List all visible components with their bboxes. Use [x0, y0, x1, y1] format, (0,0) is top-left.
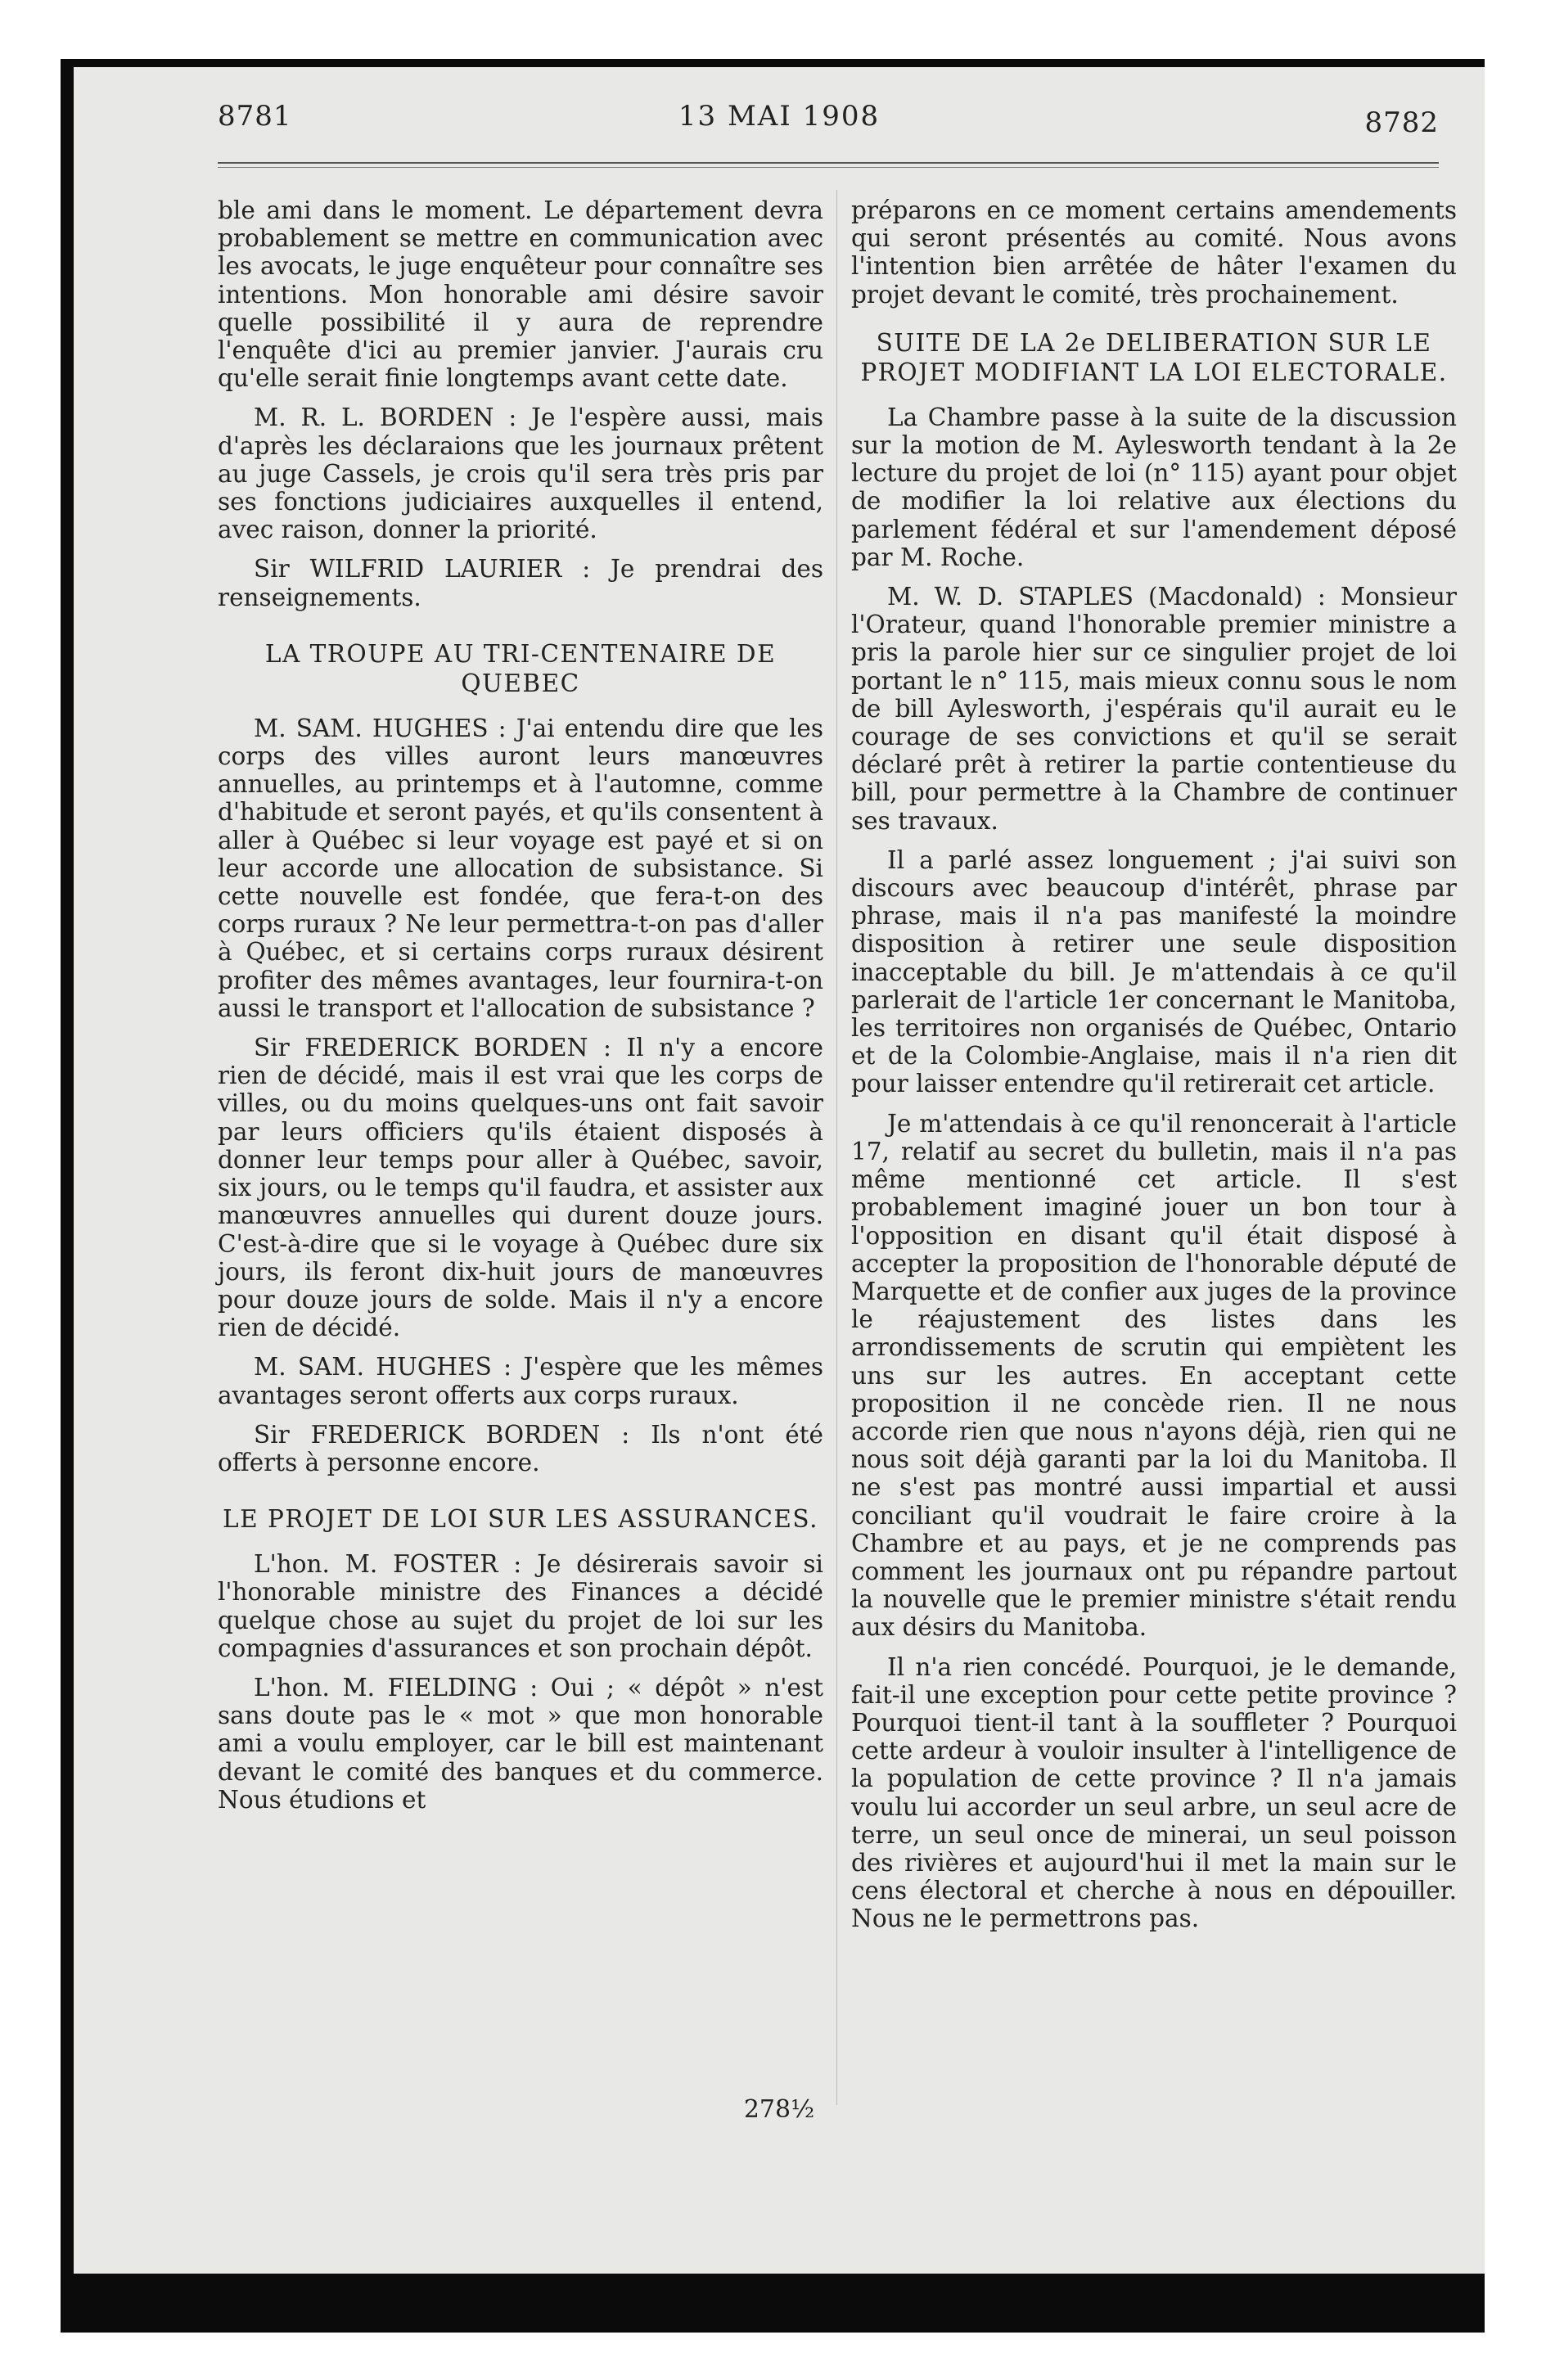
paragraph: ble ami dans le moment. Le département devra probablement se mettre en communication avec les avocats, le juge enquêteur pour connaître ses intentions. Mon honorable ami désire savoir quelle possibilité il y aura de reprendre l'enquête d'ici au premier janvier. J'aurais cru qu'elle serait finie longtemps avant cette date.: [218, 196, 823, 393]
header-rule-thin: [218, 167, 1439, 168]
paragraph: L'hon. M. FIELDING : Oui ; « dépôt » n'est sans doute pas le « mot » que mon honorable ami a voulu employer, car le bill est maintenant devant le comité des banques et du commerce. Nous étudions et: [218, 1673, 823, 1814]
right-column: [851, 196, 1457, 1945]
header-rule: [218, 162, 1439, 164]
paragraph: Sir FREDERICK BORDEN : Ils n'ont été offerts à personne encore.: [218, 1420, 823, 1476]
paragraph: La Chambre passe à la suite de la discussion sur la motion de M. Aylesworth tendant à la 2e lecture du projet de loi (n° 115) ayant pour objet de modifier la loi relative aux élections du parlement fédéral et sur l'amendement déposé par M. Roche.: [851, 403, 1457, 571]
scan-border-left: [61, 59, 74, 2333]
page-number-right: 8782: [1364, 106, 1439, 139]
section-title: LE PROJET DE LOI SUR LES ASSURANCES.: [223, 1505, 818, 1534]
scan-border-top: [61, 59, 1485, 67]
paragraph: M. R. L. BORDEN : Je l'espère aussi, mais d'après les déclaraions que les journaux prêtent au juge Cassels, je crois qu'il sera très pris par ses fonctions judiciaires auxquelles il entend, avec raison, donner la priorité.: [218, 403, 823, 544]
left-column: [218, 196, 823, 1825]
paragraph: Il a parlé assez longuement ; j'ai suivi son discours avec beaucoup d'intérêt, phrase par phrase, mais il n'a pas manifesté la moindre disposition à retirer une seule disposition inacceptable du bill. Je m'attendais à ce qu'il parlerait de l'article 1er concernant le Manitoba, les territoires non organisés de Québec, Ontario et de la Colombie-Anglaise, mais il n'a rien dit pour laisser entendre qu'il retirerait cet article.: [851, 845, 1457, 1098]
page-number-left: 8781: [218, 100, 292, 133]
paragraph: M. SAM. HUGHES : J'ai entendu dire que les corps des villes auront leurs manœuvres annuelles, au printemps et à l'automne, comme d'habitude et seront payés, et qu'ils consentent à aller à Québec si leur voyage est payé et si on leur accorde une allocation de subsistance. Si cette nouvelle est fondée, que fera-t-on des corps ruraux ? Ne leur permettra-t-on pas d'aller à Québec, et si certains corps ruraux désirent profiter des mêmes avantages, leur fournira-t-on aussi le transport et l'allocation de subsistance ?: [218, 714, 823, 1022]
scan-margin: [0, 0, 64, 2380]
page: [74, 67, 1485, 2274]
paragraph: M. SAM. HUGHES : J'espère que les mêmes avantages seront offerts aux corps ruraux.: [218, 1353, 823, 1409]
scan-border-bottom: [61, 2274, 1485, 2333]
section-title: LA TROUPE AU TRI-CENTENAIRE DE QUEBEC: [264, 639, 777, 697]
paragraph: Sir FREDERICK BORDEN : Il n'y a encore rien de décidé, mais il est vrai que les corps de villes, ou du moins quelques-uns ont fait savoir par leurs officiers qu'ils étaient disposés à donner leur temps pour aller à Québec, savoir, six jours, ou le temps qu'il faudra, et assister aux manœuvres annuelles qui durent douze jours. C'est-à-dire que si le voyage à Québec dure six jours, ils feront dix-huit jours de manœuvres pour douze jours de solde. Mais il n'y a encore rien de décidé.: [218, 1034, 823, 1342]
paragraph: Sir WILFRID LAURIER : Je prendrai des renseignements.: [218, 555, 823, 611]
paragraph: Il n'a rien concédé. Pourquoi, je le demande, fait-il une exception pour cette petite province ? Pourquoi tient-il tant à la souffleter ? Pourquoi cette ardeur à vouloir insulter à l'intelligence de la population de cette province ? Il n'a jamais voulu lui accorder un seul arbre, un seul acre de terre, un seul once de minerai, un seul poisson des rivières et aujourd'hui il met la main sur le cens électoral et cherche à nous en dépouiller. Nous ne le permettrons pas.: [851, 1652, 1457, 1933]
column-divider: [836, 190, 837, 2105]
paragraph: préparons en ce moment certains amendements qui seront présentés au comité. Nous avons l'intention bien arrêtée de hâter l'examen du projet devant le comité, très prochainement.: [851, 196, 1457, 309]
paragraph: M. W. D. STAPLES (Macdonald) : Monsieur l'Orateur, quand l'honorable premier ministre a pris la parole hier sur ce singulier projet de loi portant le n° 115, mais mieux connu sous le nom de bill Aylesworth, j'espérais qu'il aurait eu le courage de ses convictions et qu'il se serait déclaré prêt à retirer la partie contentieuse du bill, pour permettre à la Chambre de continuer ses travaux.: [851, 583, 1457, 835]
page-date: 13 MAI 1908: [678, 100, 881, 133]
section-title: SUITE DE LA 2e DELIBERATION SUR LE PROJET MODIFIANT LA LOI ELECTORALE.: [860, 328, 1448, 386]
page-header: [74, 67, 1485, 174]
signature-mark: 278½: [743, 2095, 815, 2124]
paragraph: Je m'attendais à ce qu'il renoncerait à l'article 17, relatif au secret du bulletin, mais il n'a pas même mentionné cet article. Il s'est probablement imaginé jouer un bon tour à l'opposition en disant qu'il était disposé à accepter la proposition de l'honorable député de Marquette et de confier aux juges de la province le réajustement des listes dans les arrondissements de scrutin qui empiètent les uns sur les autres. En acceptant cette proposition il ne concède rien. Il ne nous accorde rien que nous n'ayons déjà, rien qui ne nous soit déjà garanti par la loi du Manitoba. Il ne s'est pas montré aussi impartial et aussi conciliant qu'il voudrait le faire croire à la Chambre et au pays, et je ne comprends pas comment les journaux ont pu répandre partout la nouvelle que le premier ministre s'était rendu aux désirs du Manitoba.: [851, 1109, 1457, 1642]
paragraph: L'hon. M. FOSTER : Je désirerais savoir si l'honorable ministre des Finances a décidé quelque chose au sujet du projet de loi sur les compagnies d'assurances et son prochain dépôt.: [218, 1550, 823, 1662]
